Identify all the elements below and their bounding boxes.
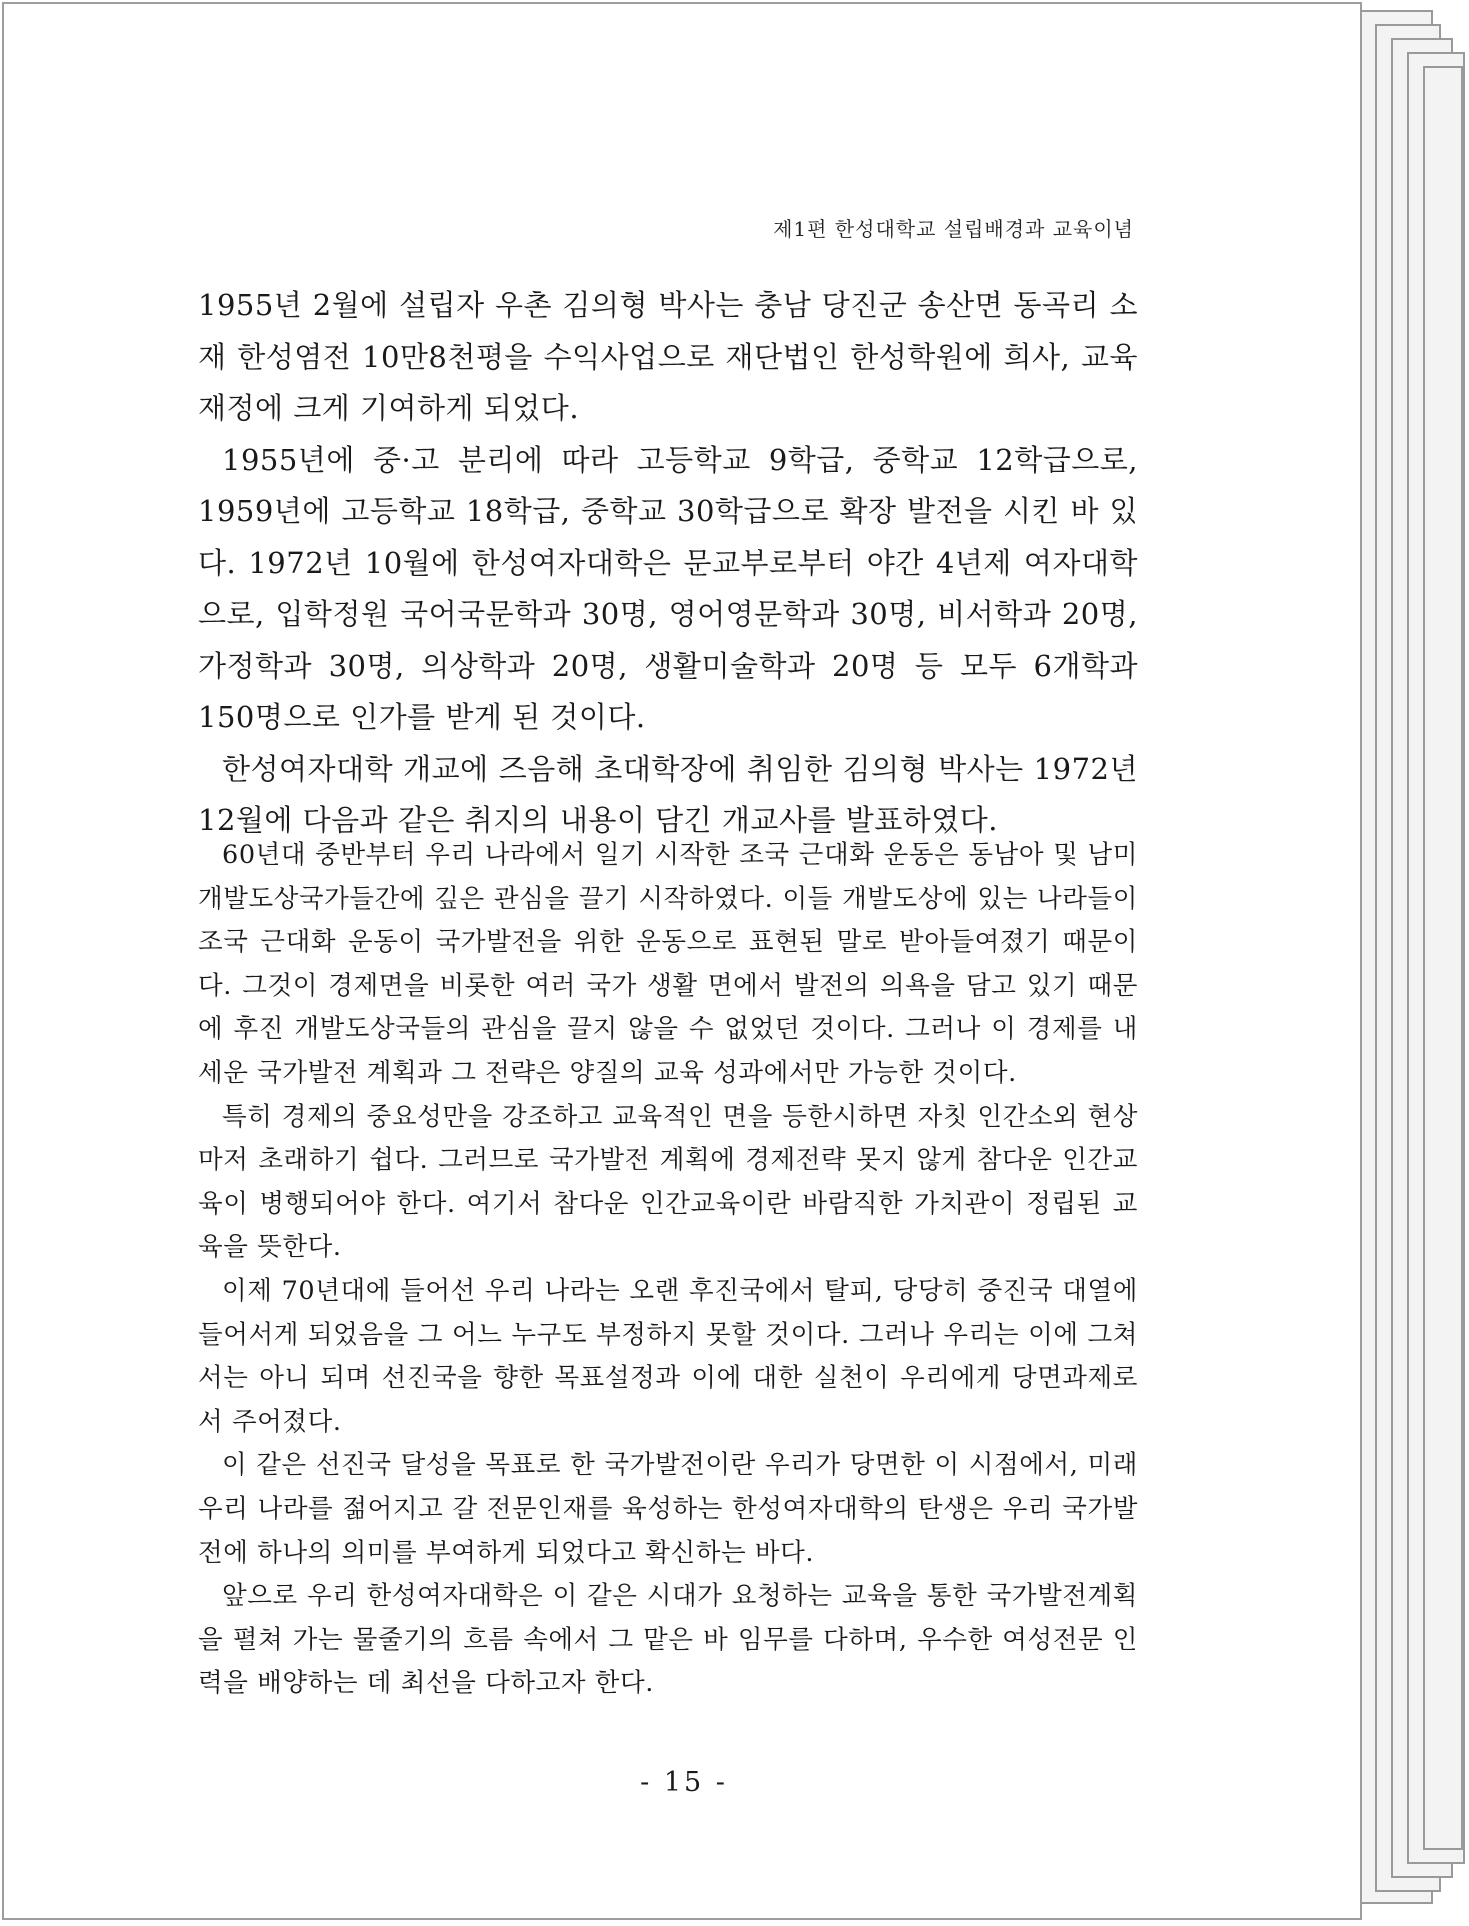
opening-address: [198, 834, 1138, 1706]
address-paragraph-3: 이제 70년대에 들어선 우리 나라는 오랜 후진국에서 탈피, 당당히 중진국 대열에 들어서게 되었음을 그 어느 누구도 부정하지 못할 것이다. 그러나 우리는 이에 그쳐서는 아니 되며 선진국을 향한 목표설정과 이에 대한 실천이 우리에게 당면과제로서 주어졌다.: [198, 1275, 1138, 1437]
body-text: [198, 280, 1138, 847]
page-stack-edges: [1349, 0, 1469, 1926]
address-paragraph-1: 60년대 중반부터 우리 나라에서 일기 시작한 조국 근대화 운동은 동남아 및 남미 개발도상국가들간에 깊은 관심을 끌기 시작하였다. 이들 개발도상에 있는 나라들이 조국 근대화 운동이 국가발전을 위한 운동으로 표현된 말로 받아들여졌기 때문이다. 그것이 경제면을 비롯한 여러 국가 생활 면에서 발전의 의욕을 담고 있기 때문에 후진 개발도상국들의 관심을 끌지 않을 수 없었던 것이다. 그러나 이 경제를 내세운 국가발전 계획과 그 전략은 양질의 교육 성과에서만 가능한 것이다.: [198, 840, 1138, 1088]
book-page: [2, 2, 1362, 1920]
address-paragraph-2: 특히 경제의 중요성만을 강조하고 교육적인 면을 등한시하면 자칫 인간소외 현상마저 초래하기 쉽다. 그러므로 국가발전 계획에 경제전략 못지 않게 참다운 인간교육이 병행되어야 한다. 여기서 참다운 인간교육이란 바람직한 가치관이 정립된 교육을 뜻한다.: [198, 1101, 1138, 1263]
address-paragraph-5: 앞으로 우리 한성여자대학은 이 같은 시대가 요청하는 교육을 통한 국가발전계획을 펼쳐 가는 물줄기의 흐름 속에서 그 맡은 바 임무를 다하며, 우수한 여성전문 인력을 배양하는 데 최선을 다하고자 한다.: [198, 1581, 1138, 1699]
running-header: 제1편 한성대학교 설립배경과 교육이념: [773, 217, 1134, 241]
body-paragraph-2: 1955년에 중·고 분리에 따라 고등학교 9학급, 중학교 12학급으로, 1959년에 고등학교 18학급, 중학교 30학급으로 확장 발전을 시킨 바 있다. 1972년 10월에 한성여자대학은 문교부로부터 야간 4년제 여자대학으로, 입학정원 국어국문학과 30명, 영어영문학과 30명, 비서학과 20명, 가정학과 30명, 의상학과 20명, 생활미술학과 20명 등 모두 6개학과 150명으로 인가를 받게 된 것이다.: [198, 442, 1139, 734]
page-number: - 15 -: [640, 1767, 728, 1798]
body-paragraph-3: 한성여자대학 개교에 즈음해 초대학장에 취임한 김의형 박사는 1972년 12월에 다음과 같은 취지의 내용이 담긴 개교사를 발표하였다.: [198, 751, 1138, 837]
address-paragraph-4: 이 같은 선진국 달성을 목표로 한 국가발전이란 우리가 당면한 이 시점에서, 미래 우리 나라를 젊어지고 갈 전문인재를 육성하는 한성여자대학의 탄생은 우리 국가발전에 하나의 의미를 부여하게 되었다고 확신하는 바다.: [198, 1450, 1138, 1568]
stack-sheet: [1423, 66, 1463, 1850]
body-paragraph-1: 1955년 2월에 설립자 우촌 김의형 박사는 충남 당진군 송산면 동곡리 소재 한성염전 10만8천평을 수익사업으로 재단법인 한성학원에 희사, 교육재정에 크게 기여하게 되었다.: [198, 288, 1138, 425]
